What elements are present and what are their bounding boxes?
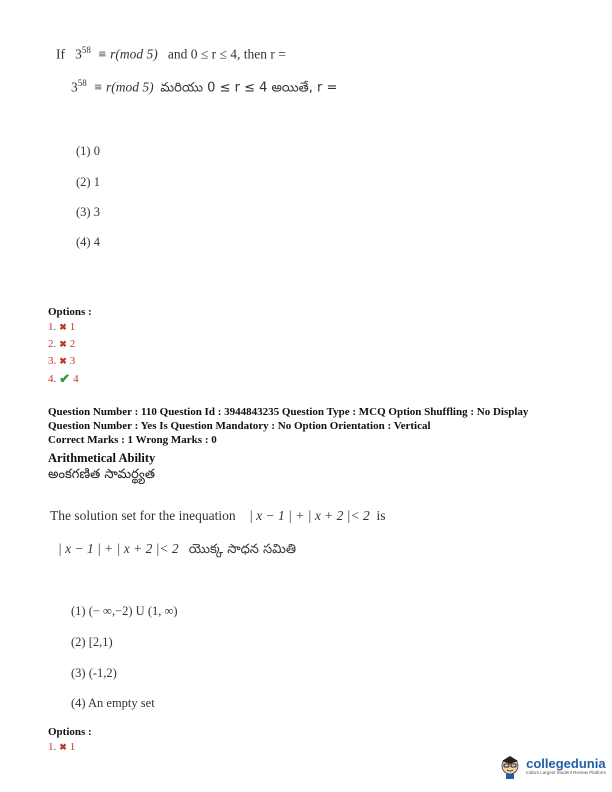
option-number: 4.: [48, 373, 57, 385]
option-text: 1: [69, 321, 76, 333]
q2-choice-1: (1) (− ∞,−2) U (1, ∞): [71, 604, 178, 618]
option-row: [48, 321, 75, 333]
logo-tagline: India's Largest Student Review Platform: [526, 769, 606, 775]
q2-te-expression: | x − 1 | + | x + 2 |< 2: [58, 541, 179, 556]
q2-expression: | x − 1 | + | x + 2 |< 2: [249, 508, 370, 523]
q2-choice-3: (3) (-1,2): [71, 666, 117, 680]
q1-choice-4: (4) 4: [76, 235, 100, 249]
option-row: [48, 741, 75, 753]
option-row: [48, 355, 75, 367]
logo-name: collegedunia: [526, 755, 606, 771]
question-meta-line-1: Question Number : 110 Question Id : 3944843235 Question Type : MCQ Option Shuffling : No Display: [48, 406, 529, 418]
cross-icon: ✖: [59, 338, 67, 349]
q2-suffix: is: [376, 508, 386, 523]
q2-text: The solution set for the inequation: [50, 508, 236, 523]
base: 3: [75, 46, 82, 62]
te-base: 3: [71, 79, 78, 95]
q1-choice-3: (3) 3: [76, 205, 100, 219]
q2-choice-2: (2) [2,1): [71, 635, 113, 649]
q2-choice-4: (4) An empty set: [71, 696, 155, 710]
logo-text-block: [526, 757, 606, 775]
congruence: ≡ r(mod 5): [97, 46, 158, 62]
option-text: 1: [69, 741, 76, 753]
question-2-english: [50, 508, 386, 524]
q1-choice-1: (1) 0: [76, 144, 100, 158]
mascot-icon: [498, 752, 522, 780]
question-1-english: [56, 45, 286, 63]
option-row: [48, 338, 75, 350]
check-icon: ✔: [59, 371, 71, 386]
te-congruence: ≡ r(mod 5): [93, 79, 154, 95]
cross-icon: ✖: [59, 355, 67, 366]
question-1-telugu: [71, 78, 337, 99]
option-text: 2: [69, 338, 76, 350]
q2-te-text: యొక్క సాధన సమితి: [188, 542, 297, 557]
option-number: 2.: [48, 338, 57, 350]
question-meta-line-3: Correct Marks : 1 Wrong Marks : 0: [48, 434, 217, 446]
option-text: 3: [69, 355, 76, 367]
question-2-telugu: [58, 541, 296, 560]
and-text: and 0 ≤ r ≤ 4, then r =: [167, 46, 286, 62]
if-word: If: [56, 46, 65, 62]
option-number: 3.: [48, 355, 57, 367]
te-exponent: 58: [77, 78, 87, 88]
section-title-telugu: అంకగణిత సామర్థ్యత: [48, 467, 156, 482]
exponent: 58: [81, 45, 91, 55]
option-text: 4: [73, 373, 79, 385]
option-number: 1.: [48, 741, 57, 753]
cross-icon: ✖: [59, 321, 67, 332]
cross-icon: ✖: [59, 741, 67, 752]
te-and-text: మరియు 0 ≤ r ≤ 4 అయితే, r =: [160, 80, 338, 96]
option-row: [48, 371, 79, 387]
options-label: Options :: [48, 726, 92, 738]
q1-choice-2: (2) 1: [76, 175, 100, 189]
section-title-english: Arithmetical Ability: [48, 451, 156, 465]
collegedunia-logo: [498, 752, 606, 780]
options-label: Options :: [48, 306, 92, 318]
option-number: 1.: [48, 321, 57, 333]
question-meta-line-2: Question Number : Yes Is Question Mandatory : No Option Orientation : Vertical: [48, 420, 431, 432]
